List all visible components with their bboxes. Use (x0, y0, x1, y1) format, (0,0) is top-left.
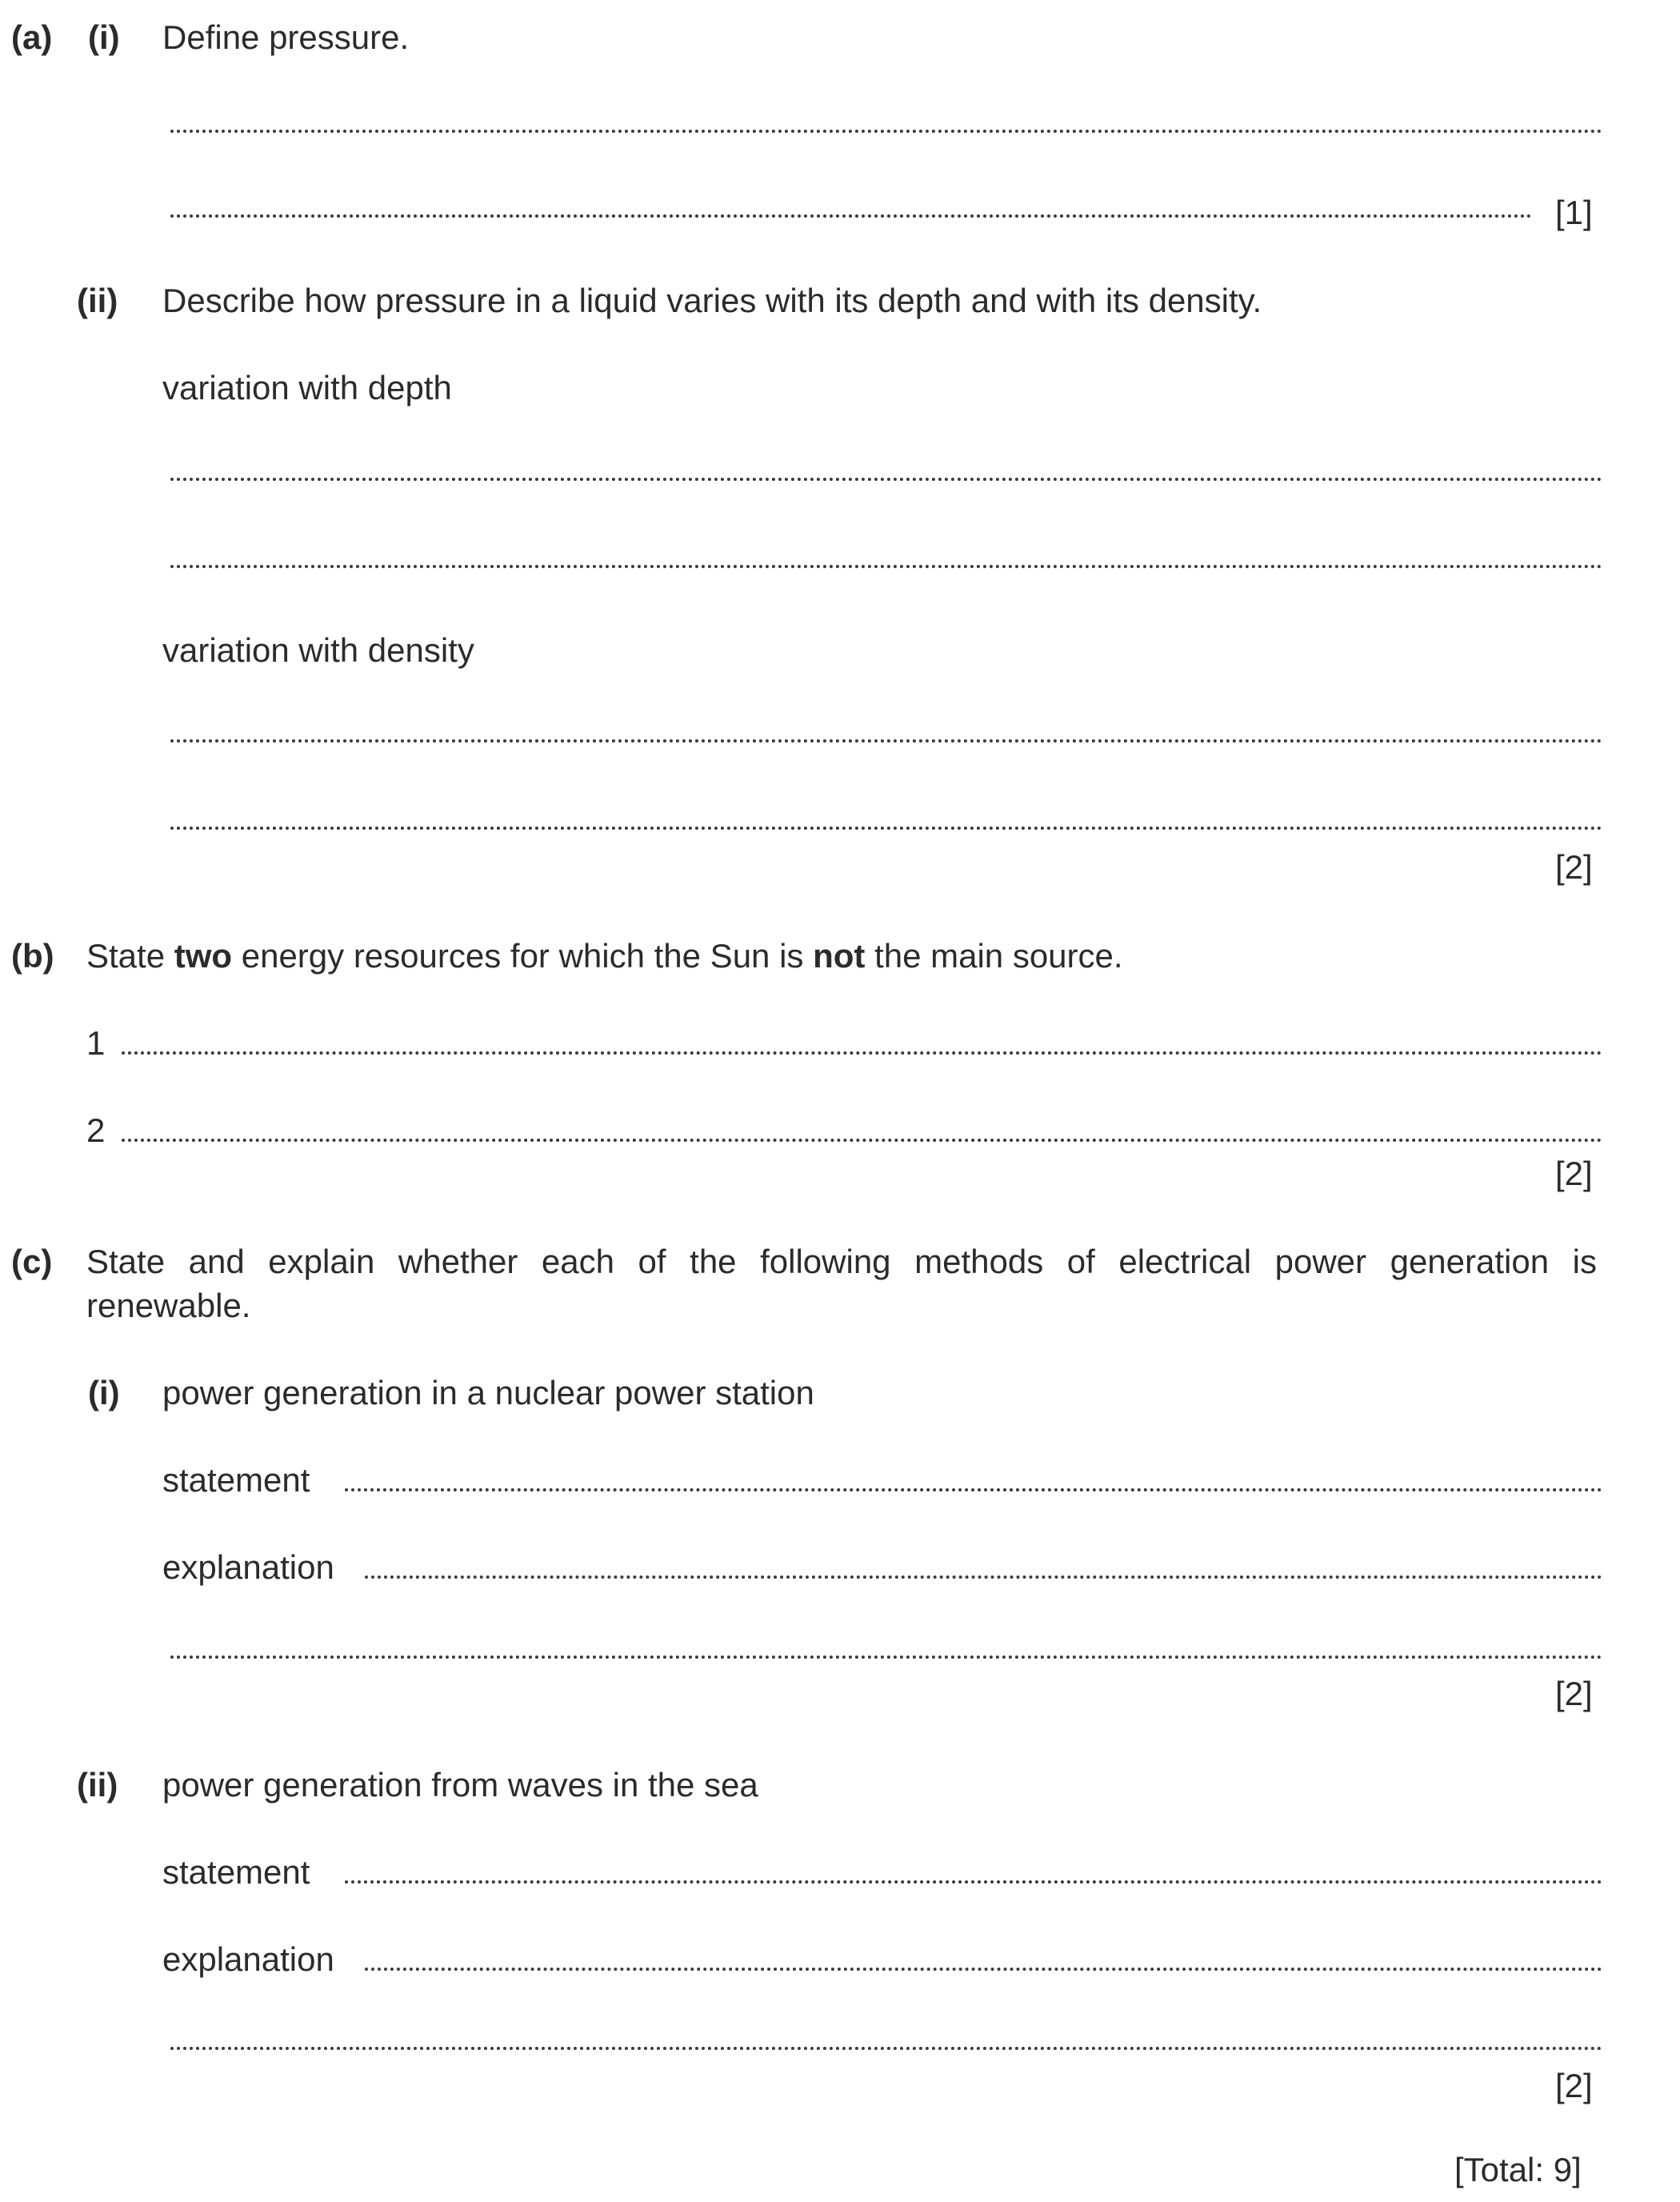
part-b-emphasis-not: not (813, 937, 866, 975)
part-c-ii-explanation-label: explanation (162, 1940, 334, 1978)
part-b-item-1-label: 1 (86, 1024, 106, 1062)
answer-line-density-1[interactable] (170, 739, 1602, 743)
part-c-label: (c) (11, 1243, 53, 1280)
part-b-question-post: the main source. (865, 937, 1123, 975)
answer-line-depth-2[interactable] (170, 565, 1602, 568)
answer-line-c-i-statement[interactable] (345, 1488, 1602, 1491)
part-b-question-pre: State (86, 937, 174, 975)
answer-line-c-ii-explanation-1[interactable] (365, 1968, 1602, 1971)
part-c-i-explanation-label: explanation (162, 1548, 334, 1586)
part-c-i-statement-label: statement (162, 1461, 310, 1499)
part-a-ii-question: Describe how pressure in a liquid varies with its depth and with its density. (162, 282, 1262, 319)
part-b-label: (b) (11, 937, 54, 975)
answer-line-b-1[interactable] (122, 1051, 1602, 1055)
part-c-i-label: (i) (88, 1374, 120, 1411)
part-c-ii-statement-label: statement (162, 1853, 310, 1891)
part-b-question (86, 939, 1123, 973)
marks-a-ii: [2] (1555, 848, 1593, 886)
answer-line-c-i-explanation-1[interactable] (365, 1575, 1602, 1579)
part-a-i-question: Define pressure. (162, 18, 410, 56)
part-b-emphasis-two: two (174, 937, 233, 975)
answer-line-c-ii-statement[interactable] (345, 1880, 1602, 1884)
answer-line-a-i-2[interactable] (170, 214, 1532, 218)
marks-a-i: [1] (1555, 194, 1593, 231)
prompt-variation-with-depth: variation with depth (162, 369, 452, 406)
part-c-ii-label: (ii) (77, 1766, 118, 1804)
part-c-i-question: power generation in a nuclear power station (162, 1374, 814, 1411)
part-a-i-label: (i) (88, 18, 120, 56)
part-b-question-mid: energy resources for which the Sun is (232, 937, 814, 975)
answer-line-density-2[interactable] (170, 827, 1602, 830)
answer-line-b-2[interactable] (122, 1139, 1602, 1142)
part-c-ii-question: power generation from waves in the sea (162, 1766, 758, 1804)
answer-line-a-i-1[interactable] (170, 130, 1602, 133)
part-c-question-line-1: State and explain whether each of the following methods of electrical power generation is (86, 1243, 1597, 1280)
answer-line-c-i-explanation-2[interactable] (170, 1656, 1602, 1659)
part-b-item-2-label: 2 (86, 1111, 106, 1149)
part-c-question-line-2: renewable. (86, 1287, 251, 1324)
part-a-ii-label: (ii) (77, 282, 118, 319)
answer-line-c-ii-explanation-2[interactable] (170, 2047, 1602, 2050)
part-a-label: (a) (11, 18, 53, 56)
answer-line-depth-1[interactable] (170, 478, 1602, 481)
total-marks: [Total: 9] (1454, 2151, 1582, 2188)
marks-b: [2] (1555, 1155, 1593, 1192)
marks-c-ii: [2] (1555, 2067, 1593, 2104)
marks-c-i: [2] (1555, 1675, 1593, 1712)
prompt-variation-with-density: variation with density (162, 631, 474, 669)
